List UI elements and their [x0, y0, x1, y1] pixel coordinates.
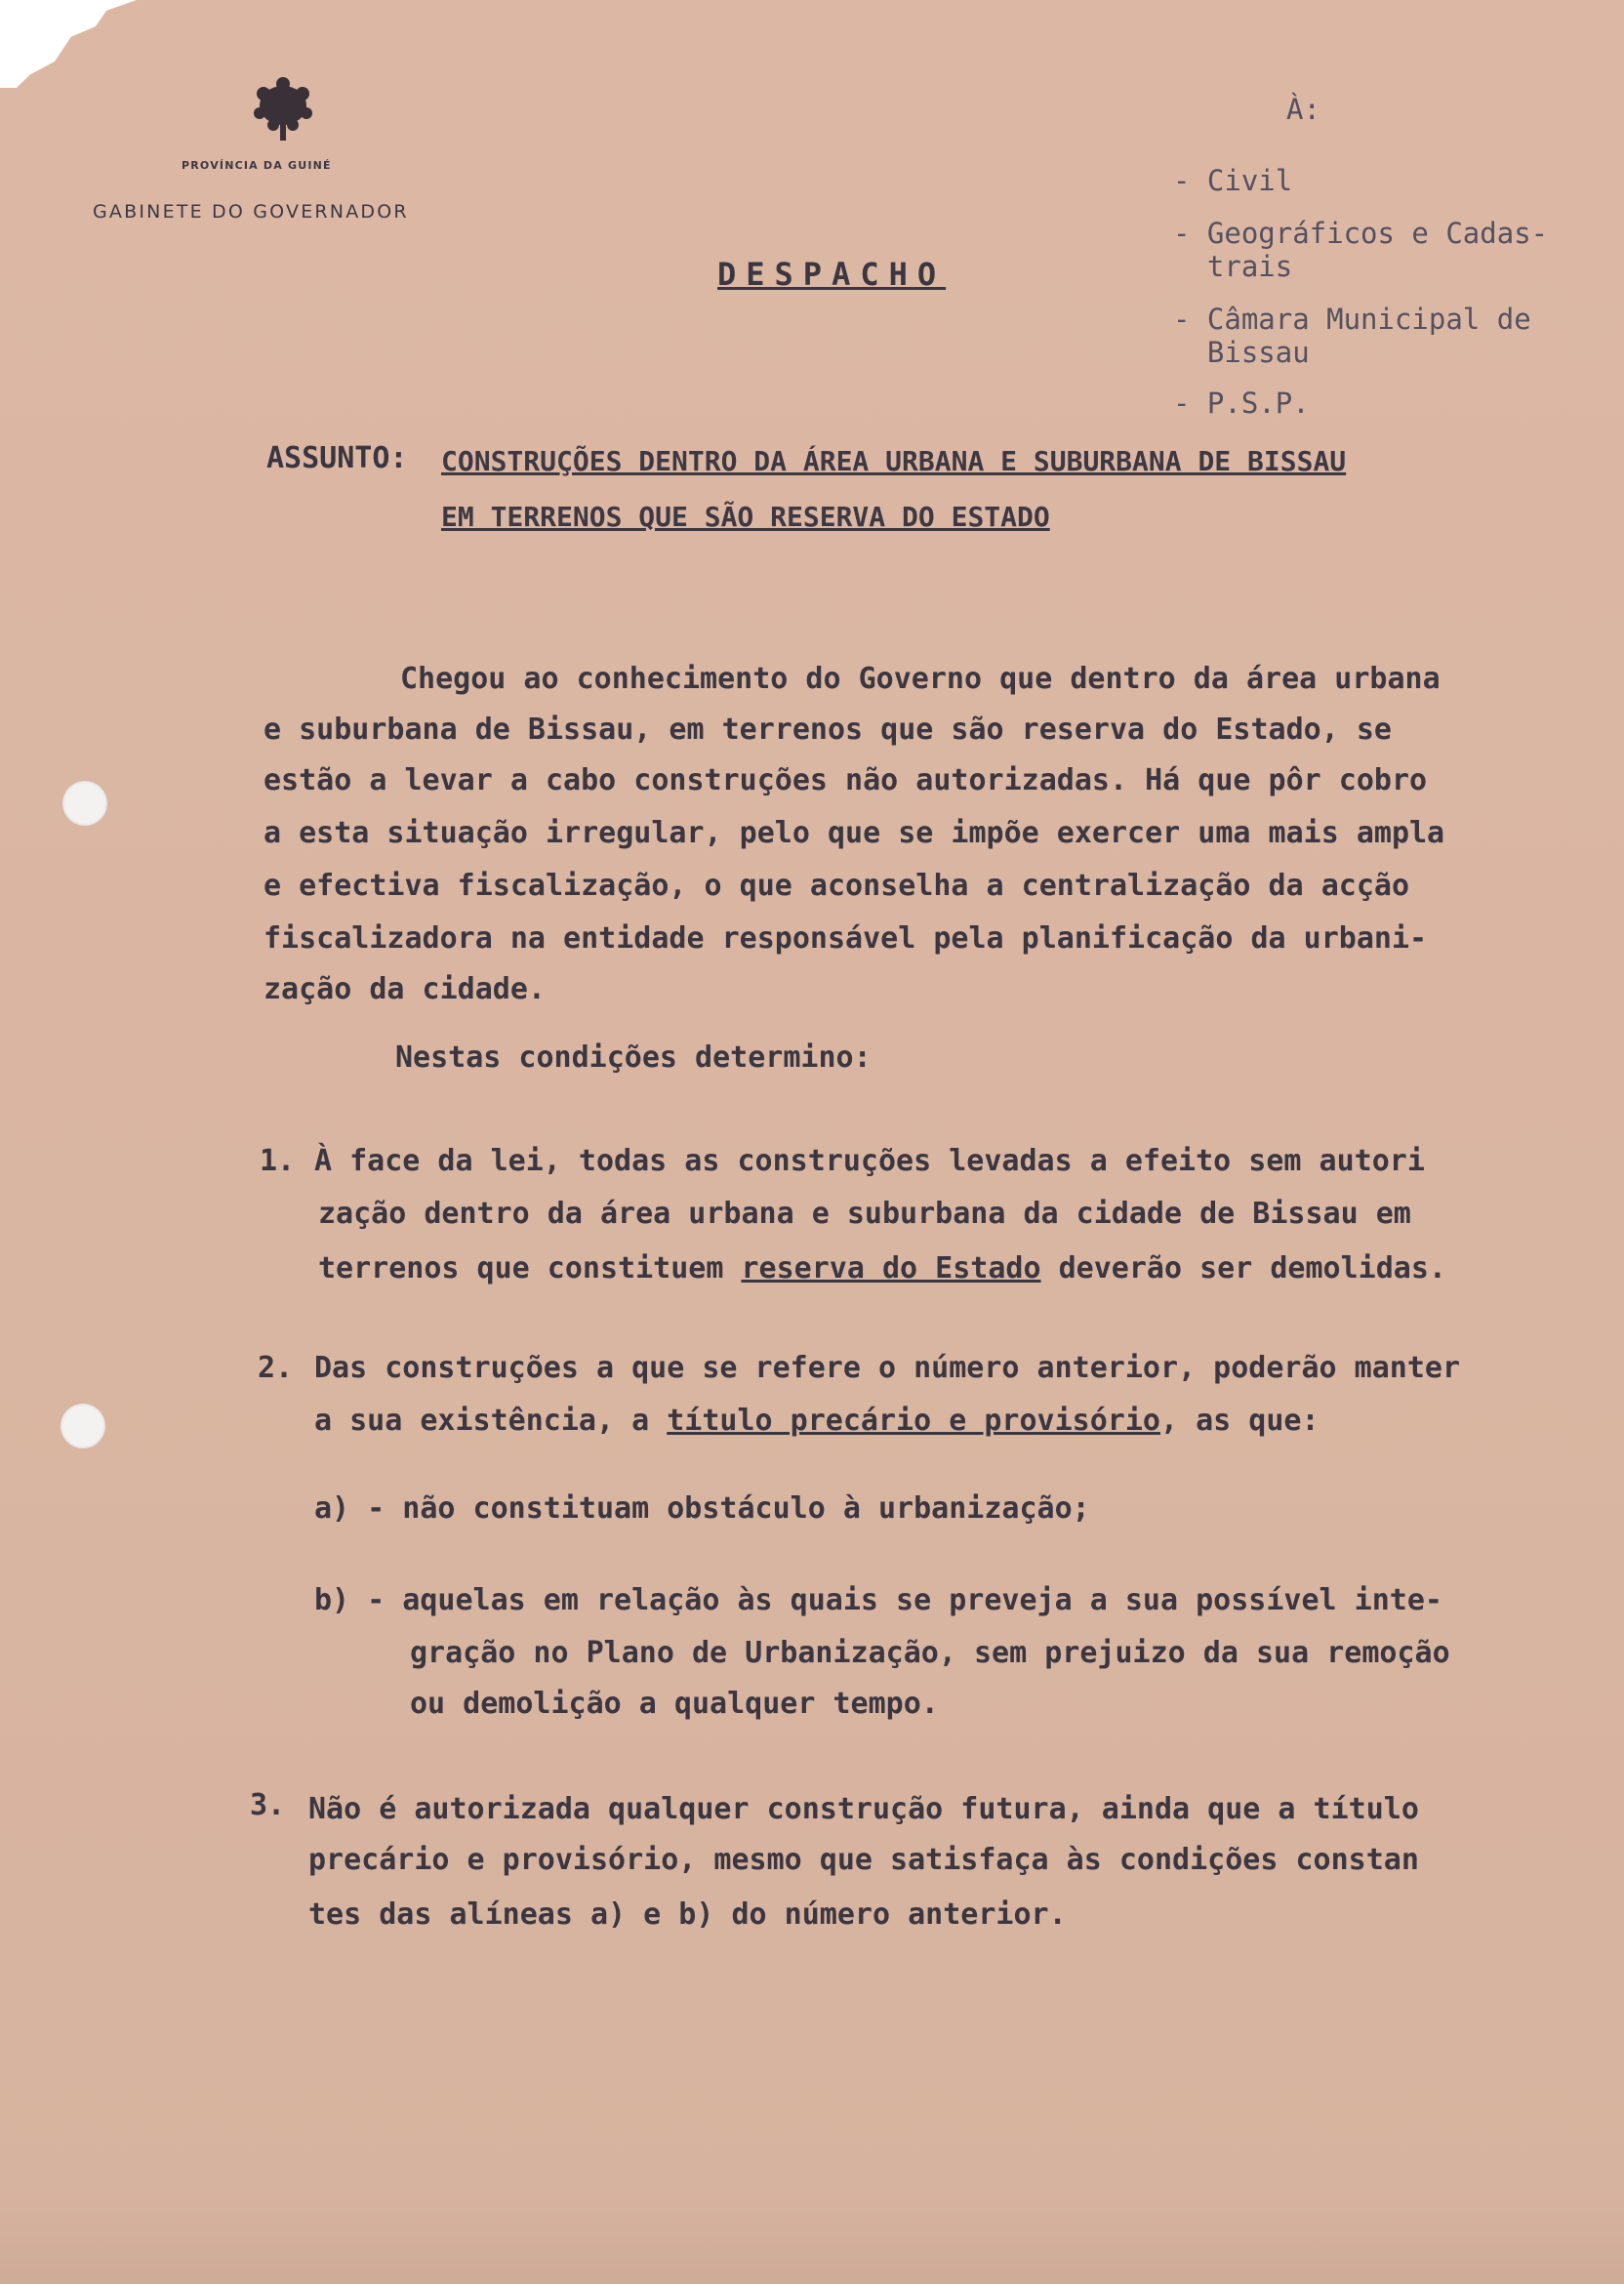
- addressee-label: À:: [1286, 93, 1320, 126]
- determination-line: Nestas condições determino:: [395, 1040, 872, 1075]
- addressee-item: Bissau: [1173, 336, 1310, 369]
- office-header: GABINETE DO GOVERNADOR: [93, 201, 409, 223]
- item2-subitem-a: a) - não constituam obstáculo à urbanização;: [314, 1491, 1090, 1526]
- item3-line: Não é autorizada qualquer construção futura, ainda que a título: [308, 1792, 1419, 1826]
- page-edge-shadow: [0, 2191, 1624, 2284]
- intro-line: zação da cidade.: [264, 972, 546, 1006]
- item-number: 2.: [258, 1351, 294, 1385]
- item2-subitem-b: b) - aquelas em relação às quais se preveja a sua possível inte-: [314, 1583, 1442, 1617]
- subject-line-1: CONSTRUÇÕES DENTRO DA ÁREA URBANA E SUBURBANA DE BISSAU: [441, 445, 1347, 477]
- addressee-item: - Geográficos e Cadas-: [1173, 217, 1549, 250]
- intro-line: fiscalizadora na entidade responsável pela planificação da urbani-: [264, 921, 1428, 956]
- coat-of-arms-emblem-icon: [234, 76, 332, 144]
- item3-line: precário e provisório, mesmo que satisfaça às condições constan: [308, 1843, 1419, 1877]
- punch-hole: [62, 781, 107, 826]
- item2-subitem-b: gração no Plano de Urbanização, sem prejuizo da sua remoção: [410, 1636, 1450, 1670]
- torn-corner: [0, 0, 137, 88]
- province-header: PROVÍNCIA DA GUINÉ: [182, 159, 332, 172]
- intro-line: a esta situação irregular, pelo que se impõe exercer uma mais ampla: [264, 816, 1445, 850]
- item1-line: zação dentro da área urbana e suburbana da cidade de Bissau em: [318, 1197, 1411, 1231]
- item2-line: a sua existência, a título precário e provisório, as que:: [314, 1404, 1320, 1438]
- intro-line: e suburbana de Bissau, em terrenos que são reserva do Estado, se: [264, 713, 1392, 747]
- intro-line: e efectiva fiscalização, o que aconselha a centralização da acção: [264, 869, 1409, 903]
- item-number: 1.: [260, 1144, 296, 1178]
- subject-line-2: EM TERRENOS QUE SÃO RESERVA DO ESTADO: [441, 501, 1050, 533]
- addressee-item: trais: [1173, 250, 1293, 283]
- item3-line: tes das alíneas a) e b) do número anterior.: [308, 1897, 1067, 1932]
- item2-subitem-b: ou demolição a qualquer tempo.: [410, 1687, 939, 1721]
- document-title: DESPACHO: [717, 256, 947, 293]
- addressee-item: - P.S.P.: [1173, 387, 1310, 420]
- punch-hole: [61, 1404, 105, 1448]
- item-number: 3.: [250, 1788, 286, 1822]
- addressee-item: - Civil: [1173, 164, 1293, 197]
- intro-line: estão a levar a cabo construções não autorizadas. Há que pôr cobro: [264, 763, 1428, 797]
- item2-line: Das construções a que se refere o número anterior, poderão manter: [314, 1351, 1460, 1385]
- addressee-item: - Câmara Municipal de: [1173, 303, 1531, 336]
- item1-line: terrenos que constituem reserva do Estado deverão ser demolidas.: [318, 1251, 1446, 1285]
- intro-line: Chegou ao conhecimento do Governo que dentro da área urbana: [400, 662, 1441, 696]
- underlined-phrase: título precário e provisório: [667, 1404, 1160, 1438]
- subject-label: ASSUNTO:: [266, 441, 408, 475]
- underlined-phrase: reserva do Estado: [741, 1251, 1041, 1285]
- item1-line: À face da lei, todas as construções levadas a efeito sem autori: [314, 1144, 1425, 1178]
